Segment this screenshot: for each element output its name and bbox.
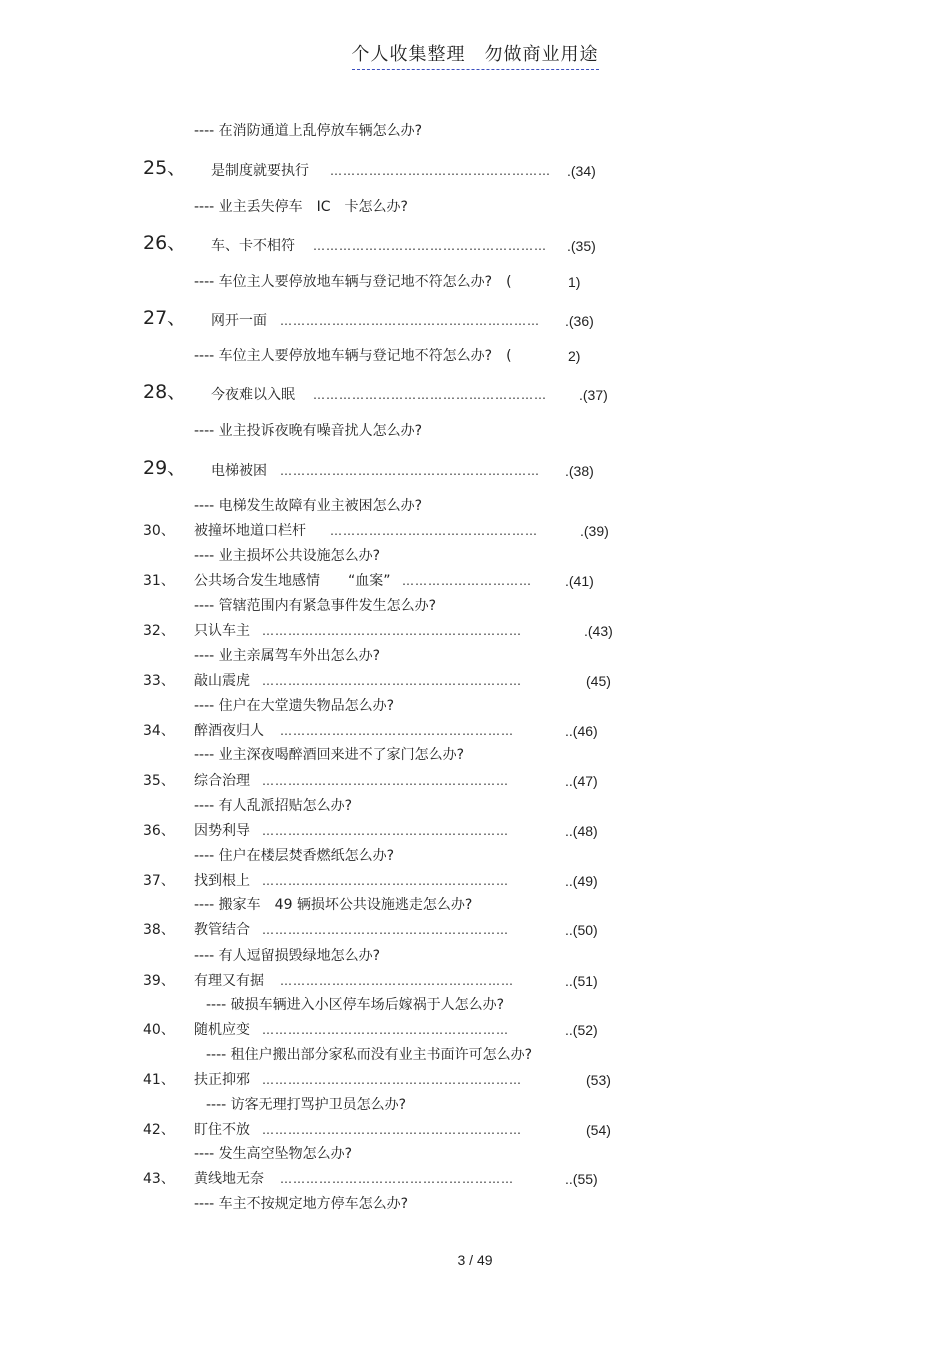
toc-entry-title[interactable]: 醉酒夜归人 — [194, 723, 264, 739]
toc-line — [0, 770, 950, 792]
toc-leader-dots: …………………………………………………… — [262, 624, 522, 638]
toc-subtitle: ---- 破损车辆进入小区停车场后嫁祸于人怎么办? — [206, 997, 505, 1013]
toc-leader-dots: ……………………………………………… — [280, 974, 514, 988]
toc-line — [0, 945, 950, 967]
toc-line — [0, 994, 950, 1016]
toc-page-number[interactable]: ..(46) — [565, 723, 598, 739]
toc-entry-number: 38、 — [143, 922, 175, 938]
toc-subtitle: ---- 业主丢失停车 IC 卡怎么办? — [194, 199, 408, 215]
toc-entry-title[interactable]: 网开一面 — [211, 313, 267, 329]
toc-page-number[interactable]: .(35) — [567, 238, 596, 254]
toc-subtitle: ---- 电梯发生故障有业主被困怎么办? — [194, 498, 423, 514]
toc-entry-number: 27、 — [143, 307, 187, 329]
toc-leader-dots: ………………………………………………… — [262, 1023, 509, 1037]
toc-entry-title[interactable]: 因势利导 — [194, 823, 250, 839]
toc-line — [0, 345, 950, 367]
toc-entry-title[interactable]: 随机应变 — [194, 1022, 250, 1038]
toc-subtitle: ---- 有人乱派招贴怎么办? — [194, 798, 353, 814]
toc-entry-number: 34、 — [143, 723, 175, 739]
toc-line — [0, 620, 950, 642]
toc-subtitle: ---- 租住户搬出部分家私而没有业主书面许可怎么办? — [206, 1047, 533, 1063]
toc-page-number[interactable]: .(38) — [565, 463, 594, 479]
toc-line — [0, 919, 950, 941]
toc-subtitle-index: 1) — [568, 274, 581, 290]
toc-line — [0, 120, 950, 142]
toc-entry-number: 39、 — [143, 973, 175, 989]
toc-line — [0, 645, 950, 667]
toc-subtitle: ---- 有人逗留损毁绿地怎么办? — [194, 948, 381, 964]
toc-subtitle: ---- 车主不按规定地方停车怎么办? — [194, 1196, 409, 1212]
toc-entry-number: 25、 — [143, 157, 187, 179]
toc-line — [0, 595, 950, 617]
toc-entry-title[interactable]: 有理又有据 — [194, 973, 264, 989]
toc-leader-dots: ……………………………………………… — [280, 724, 514, 738]
toc-line — [0, 720, 950, 742]
toc-leader-dots: ……………………………………………… — [313, 388, 547, 402]
toc-line — [0, 520, 950, 542]
toc-line — [0, 545, 950, 567]
toc-entry-title[interactable]: 电梯被困 — [211, 463, 267, 479]
toc-page-number[interactable]: .(34) — [567, 163, 596, 179]
toc-page-number[interactable]: ..(49) — [565, 873, 598, 889]
header-text: 个人收集整理 勿做商业用途 — [352, 40, 599, 70]
toc-line — [0, 457, 950, 482]
toc-page-number[interactable]: .(41) — [565, 573, 594, 589]
toc-line — [0, 695, 950, 717]
toc-line — [0, 307, 950, 332]
toc-entry-number: 28、 — [143, 381, 187, 403]
toc-leader-dots: ………………………………………… — [330, 524, 538, 538]
toc-subtitle: ---- 住户在大堂遗失物品怎么办? — [194, 698, 395, 714]
toc-subtitle: ---- 车位主人要停放地车辆与登记地不符怎么办? ( — [194, 274, 512, 290]
toc-leader-dots: ………………………………………………… — [262, 824, 509, 838]
toc-leader-dots: ………………………………………………… — [262, 923, 509, 937]
toc-line — [0, 196, 950, 218]
toc-page-number[interactable]: .(37) — [579, 387, 608, 403]
toc-line — [0, 157, 950, 182]
toc-leader-dots: …………………………………………………… — [262, 674, 522, 688]
toc-entry-number: 36、 — [143, 823, 175, 839]
toc-entry-title[interactable]: 只认车主 — [194, 623, 250, 639]
toc-line — [0, 1019, 950, 1041]
toc-leader-dots: ……………………………………………… — [280, 1172, 514, 1186]
toc-entry-title[interactable]: 综合治理 — [194, 773, 250, 789]
toc-entry-number: 35、 — [143, 773, 175, 789]
toc-subtitle: ---- 车位主人要停放地车辆与登记地不符怎么办? ( — [194, 348, 512, 364]
toc-line — [0, 570, 950, 592]
toc-entry-title[interactable]: 公共场合发生地感情 “血案” — [194, 573, 391, 589]
toc-entry-title[interactable]: 敲山震虎 — [194, 673, 250, 689]
toc-entry-number: 42、 — [143, 1122, 175, 1138]
toc-subtitle: ---- 业主投诉夜晚有噪音扰人怎么办? — [194, 423, 423, 439]
toc-line — [0, 820, 950, 842]
toc-entry-title[interactable]: 今夜难以入眠 — [211, 387, 295, 403]
toc-page-number[interactable]: .(36) — [565, 313, 594, 329]
toc-page-number[interactable]: ..(55) — [565, 1171, 598, 1187]
toc-entry-number: 37、 — [143, 873, 175, 889]
toc-entry-title[interactable]: 黄线地无奈 — [194, 1171, 264, 1187]
toc-line — [0, 1143, 950, 1165]
toc-page-number[interactable]: ..(48) — [565, 823, 598, 839]
toc-entry-title[interactable]: 盯住不放 — [194, 1122, 250, 1138]
toc-line — [0, 1069, 950, 1091]
toc-subtitle: ---- 业主损坏公共设施怎么办? — [194, 548, 381, 564]
toc-entry-title[interactable]: 找到根上 — [194, 873, 250, 889]
toc-line — [0, 495, 950, 517]
toc-subtitle: ---- 发生高空坠物怎么办? — [194, 1146, 353, 1162]
toc-entry-number: 40、 — [143, 1022, 175, 1038]
toc-page-number[interactable]: (45) — [586, 673, 611, 689]
toc-entry-number: 33、 — [143, 673, 175, 689]
toc-line — [0, 420, 950, 442]
toc-subtitle: ---- 业主深夜喝醉酒回来进不了家门怎么办? — [194, 747, 465, 763]
toc-leader-dots: …………………………………………………… — [280, 464, 540, 478]
toc-page-number[interactable]: ..(51) — [565, 973, 598, 989]
toc-page-number[interactable]: (53) — [586, 1072, 611, 1088]
toc-line — [0, 795, 950, 817]
toc-leader-dots: …………………………………………………… — [280, 314, 540, 328]
toc-line — [0, 870, 950, 892]
toc-subtitle: ---- 住户在楼层焚香燃纸怎么办? — [194, 848, 395, 864]
toc-line — [0, 1044, 950, 1066]
toc-entry-title[interactable]: 车、卡不相符 — [211, 238, 295, 254]
toc-entry-number: 29、 — [143, 457, 187, 479]
toc-entry-number: 31、 — [143, 573, 175, 589]
toc-entry-title[interactable]: 被撞坏地道口栏杆 — [194, 523, 306, 539]
toc-line — [0, 845, 950, 867]
toc-line — [0, 894, 950, 916]
toc-line — [0, 232, 950, 257]
toc-entry-number: 26、 — [143, 232, 187, 254]
toc-page-number[interactable]: (54) — [586, 1122, 611, 1138]
toc-entry-number: 43、 — [143, 1171, 175, 1187]
toc-subtitle: ---- 管辖范围内有紧急事件发生怎么办? — [194, 598, 437, 614]
toc-subtitle: ---- 业主亲属驾车外出怎么办? — [194, 648, 381, 664]
toc-leader-dots: ………………………………………………… — [262, 774, 509, 788]
toc-entry-title[interactable]: 教管结合 — [194, 922, 250, 938]
toc-leader-dots: ………………………… — [402, 574, 532, 588]
toc-page-number[interactable]: ..(47) — [565, 773, 598, 789]
toc-leader-dots: …………………………………………… — [330, 164, 551, 178]
toc-page-number[interactable]: ..(50) — [565, 922, 598, 938]
toc-entry-number: 32、 — [143, 623, 175, 639]
toc-line — [0, 1193, 950, 1215]
toc-subtitle: ---- 访客无理打骂护卫员怎么办? — [206, 1097, 407, 1113]
toc-line — [0, 1119, 950, 1141]
toc-page-number[interactable]: ..(52) — [565, 1022, 598, 1038]
toc-line — [0, 1094, 950, 1116]
toc-subtitle-index: 2) — [568, 348, 581, 364]
toc-page-number[interactable]: .(43) — [584, 623, 613, 639]
toc-subtitle: ---- 在消防通道上乱停放车辆怎么办? — [194, 123, 423, 139]
toc-leader-dots: …………………………………………………… — [262, 1073, 522, 1087]
toc-entry-title[interactable]: 扶正抑邪 — [194, 1072, 250, 1088]
toc-line — [0, 670, 950, 692]
toc-line — [0, 381, 950, 406]
toc-page-number[interactable]: .(39) — [580, 523, 609, 539]
page-number: 3 / 49 — [457, 1252, 493, 1268]
toc-line — [0, 271, 950, 293]
toc-leader-dots: …………………………………………………… — [262, 1123, 522, 1137]
toc-line — [0, 744, 950, 766]
toc-line — [0, 1168, 950, 1190]
toc-line — [0, 970, 950, 992]
toc-entry-number: 30、 — [143, 523, 175, 539]
toc-entry-number: 41、 — [143, 1072, 175, 1088]
toc-leader-dots: ……………………………………………… — [313, 239, 547, 253]
toc-leader-dots: ………………………………………………… — [262, 874, 509, 888]
toc-entry-title[interactable]: 是制度就要执行 — [211, 163, 309, 179]
toc-subtitle: ---- 搬家车 49 辆损坏公共设施逃走怎么办? — [194, 897, 473, 913]
